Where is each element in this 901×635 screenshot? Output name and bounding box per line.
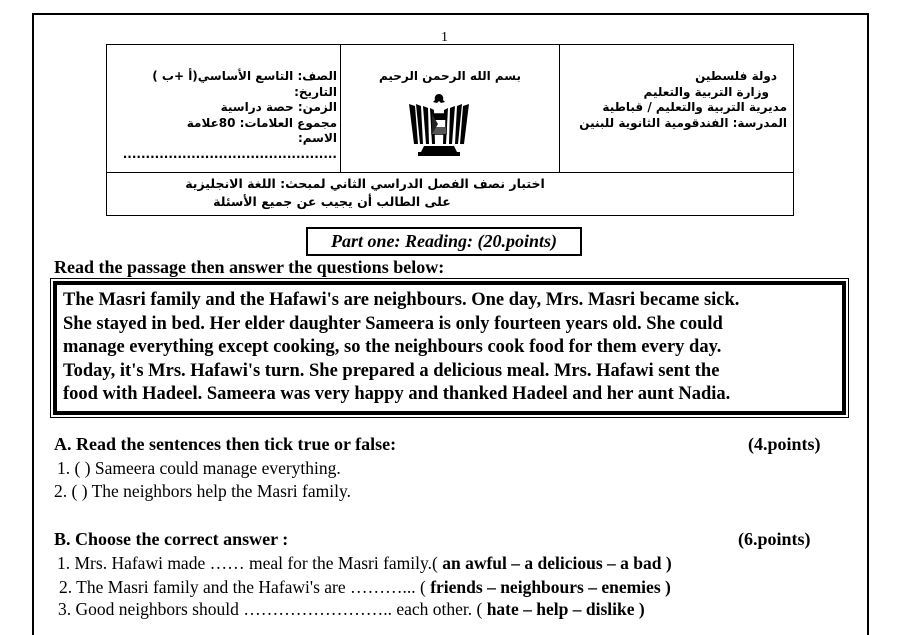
section-b-points: (6.points) — [738, 529, 811, 549]
eagle-emblem-icon — [404, 90, 474, 158]
country-label: دولة فلسطين — [695, 69, 777, 83]
multiple-choice-item: 2. The Masri family and the Hafawi's are ………... ( friends – neighbours – enemies ) — [59, 577, 671, 597]
multiple-choice-item: 3. Good neighbors should …………………….. each other. ( hate – help – dislike ) — [58, 599, 645, 619]
reading-passage — [53, 281, 846, 415]
passage-line: manage everything except cooking, so the neighbours cook food for them every day. — [63, 337, 722, 357]
exam-title-cell — [107, 173, 793, 215]
section-b-title: B. Choose the correct answer : — [54, 529, 289, 549]
reading-instruction: Read the passage then answer the questions below: — [54, 257, 445, 277]
true-false-item: 1. ( ) Sameera could manage everything. — [57, 458, 341, 478]
school-label: المدرسة: الفندقومية الثانوية للبنين — [579, 115, 787, 130]
exam-title: اختبار نصف الفصل الدراسي الثاني لمبحث: اللغة الانجليزية — [185, 176, 545, 191]
basmala: بسم الله الرحمن الرحيم — [378, 69, 522, 83]
date-label: التاريخ: — [294, 84, 337, 99]
class-label: الصف: التاسع الأساسي(أ +ب ) — [152, 69, 337, 83]
true-false-item: 2. ( ) The neighbors help the Masri family. — [54, 481, 351, 501]
total-marks-label: مجموع العلامات: 80علامة — [186, 115, 337, 130]
passage-line: She stayed in bed. Her elder daughter Sameera is only fourteen years old. She could — [63, 313, 723, 334]
passage-line: Today, it's Mrs. Hafawi's turn. She prepared a delicious meal. Mrs. Hafawi sent the — [63, 360, 720, 381]
passage-line: The Masri family and the Hafawi's are neighbours. One day, Mrs. Masri became sick. — [63, 290, 740, 310]
part-title: Part one: Reading: (20.points) — [306, 227, 582, 256]
exam-instruction: على الطالب أن يجيب عن جميع الأسئلة — [213, 194, 451, 209]
student-info-cell — [107, 45, 341, 172]
passage-line: food with Hadeel. Sameera was very happy and thanked Hadeel and her aunt Nadia. — [63, 384, 731, 404]
multiple-choice-item: 1. Mrs. Hafawi made …… meal for the Masri family.( an awful – a delicious – a bad ) — [57, 553, 672, 573]
section-a-points: (4.points) — [748, 434, 821, 454]
ministry-label: وزارة التربية والتعليم — [643, 84, 769, 99]
school-info-cell — [560, 45, 793, 172]
page-number: 1 — [441, 30, 448, 45]
time-label: الزمن: حصة دراسية — [220, 100, 337, 114]
name-field: الاسم: ............................................... — [122, 131, 337, 161]
section-a-title: A. Read the sentences then tick true or false: — [54, 434, 397, 454]
exam-header — [106, 44, 794, 216]
directorate-label: مديرية التربية والتعليم / قباطية — [602, 100, 787, 114]
